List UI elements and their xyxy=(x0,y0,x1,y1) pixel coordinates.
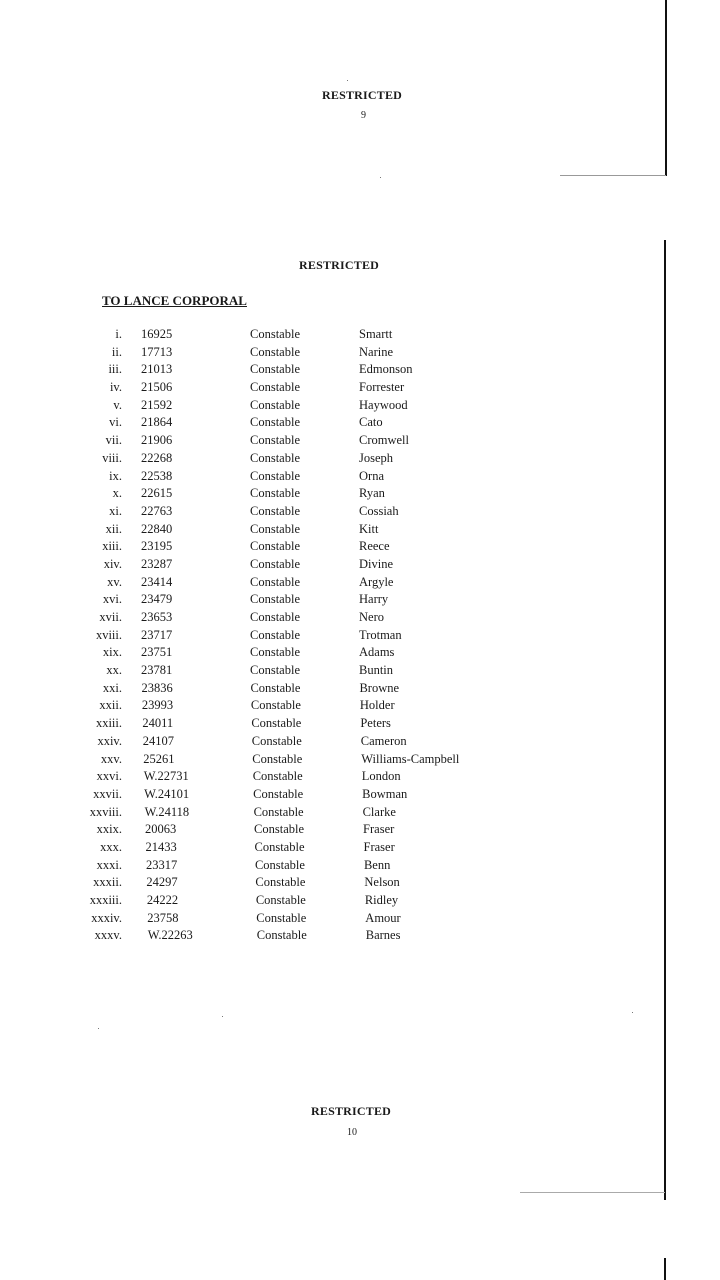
list-row-name: Reece xyxy=(359,539,390,554)
list-row-index: xxxiv. xyxy=(91,910,122,925)
list-row-number: W.22731 xyxy=(143,769,189,784)
list-row-number: 24107 xyxy=(142,733,175,748)
list-row-rank: Constable xyxy=(250,556,300,571)
list-row-index: xvi. xyxy=(102,592,122,607)
list-row-number: 16925 xyxy=(141,327,173,341)
list-row-index: xxix. xyxy=(96,822,122,837)
list-row-rank: Constable xyxy=(250,627,300,642)
list-row-rank: Constable xyxy=(253,786,304,801)
list-row-number: 23717 xyxy=(141,627,173,642)
list-row xyxy=(0,734,720,752)
list-row xyxy=(0,698,720,716)
list-row-name: Browne xyxy=(359,680,400,695)
list-row-rank: Constable xyxy=(250,450,300,465)
list-row xyxy=(0,822,720,840)
list-row xyxy=(0,681,720,699)
list-row-index: v. xyxy=(113,397,122,412)
list-row-number: W.22263 xyxy=(147,928,193,943)
list-row-rank: Constable xyxy=(250,680,301,695)
list-row xyxy=(0,840,720,858)
list-row-name: Trotman xyxy=(359,627,402,642)
list-row-rank: Constable xyxy=(253,804,304,819)
list-row-number: 22268 xyxy=(141,450,173,465)
list-row-number: 23751 xyxy=(141,645,173,660)
list-row xyxy=(0,893,720,911)
list-row-rank: Constable xyxy=(255,875,306,890)
list-row-index: ii. xyxy=(111,344,122,359)
list-row xyxy=(0,592,720,610)
list-row-rank: Constable xyxy=(252,769,303,784)
list-row xyxy=(0,911,720,929)
list-row-number: 17713 xyxy=(141,344,173,359)
list-row-index: xxxi. xyxy=(96,857,122,872)
list-row-number: 22615 xyxy=(141,486,173,501)
list-row-index: xxxii. xyxy=(93,875,122,890)
list-row-number: 21864 xyxy=(141,415,173,430)
list-row xyxy=(0,557,720,575)
list-row-number: 23287 xyxy=(141,556,173,571)
list-row xyxy=(0,628,720,646)
list-row-name: Ridley xyxy=(364,893,399,907)
list-row-number: 21592 xyxy=(141,397,173,412)
list-row-name: Cameron xyxy=(360,733,407,748)
list-row-number: 21433 xyxy=(145,839,177,854)
list-row-number: 22840 xyxy=(141,521,173,536)
list-row-rank: Constable xyxy=(256,910,307,925)
list-row-rank: Constable xyxy=(250,610,300,624)
scan-speck xyxy=(98,1028,99,1029)
list-row-name: Joseph xyxy=(359,450,394,465)
upper-page-number: 9 xyxy=(361,110,366,121)
list-row-rank: Constable xyxy=(250,663,300,678)
list-row-number: 24222 xyxy=(146,893,179,907)
list-row-rank: Constable xyxy=(250,397,300,412)
list-row-name: Argyle xyxy=(359,574,394,589)
list-row-name: London xyxy=(361,769,401,784)
list-row-number: 23993 xyxy=(141,698,174,713)
list-row-number: 23653 xyxy=(141,610,173,624)
list-row-number: 23781 xyxy=(141,663,173,678)
list-row-name: Ryan xyxy=(359,486,385,501)
list-row-rank: Constable xyxy=(254,822,305,837)
list-row-rank: Constable xyxy=(250,362,300,377)
list-row-name: Forrester xyxy=(359,380,405,395)
list-row-index: iii. xyxy=(108,362,122,377)
list-row-index: i. xyxy=(115,327,122,341)
scan-speck xyxy=(222,1016,223,1017)
list-row xyxy=(0,610,720,628)
list-row-name: Orna xyxy=(359,468,384,483)
scan-edge-dash xyxy=(560,175,666,176)
list-row-rank: Constable xyxy=(250,503,300,518)
list-row-rank: Constable xyxy=(250,539,300,554)
list-row-name: Harry xyxy=(359,592,389,607)
list-row-number: W.24118 xyxy=(144,804,190,819)
list-row-rank: Constable xyxy=(250,574,300,589)
list-row-index: xii. xyxy=(105,521,122,536)
list-row-number: 20063 xyxy=(145,822,177,837)
list-row-name: Nelson xyxy=(364,875,400,890)
list-row xyxy=(0,645,720,663)
list-row-number: 23414 xyxy=(141,574,173,589)
list-row xyxy=(0,575,720,593)
list-row-rank: Constable xyxy=(251,733,302,748)
list-row-number: 23195 xyxy=(141,539,173,554)
lower-page-number: 10 xyxy=(347,1127,357,1138)
list-row-index: xxvii. xyxy=(93,786,122,801)
list-row-index: xix. xyxy=(102,645,122,660)
list-row-index: vii. xyxy=(105,433,122,448)
list-row-index: xiv. xyxy=(103,556,122,571)
list-row-index: xvii. xyxy=(99,610,122,624)
list-row-index: xxx. xyxy=(100,839,122,854)
list-row-number: W.24101 xyxy=(144,786,190,801)
list-row-rank: Constable xyxy=(250,433,300,448)
list-row xyxy=(0,805,720,823)
list-row-name: Fraser xyxy=(363,822,395,837)
list-row xyxy=(0,504,720,522)
list-row xyxy=(0,539,720,557)
list-row xyxy=(0,451,720,469)
list-row-number: 25261 xyxy=(143,751,175,766)
list-row-rank: Constable xyxy=(250,592,300,607)
list-row-number: 22538 xyxy=(141,468,173,483)
list-row xyxy=(0,858,720,876)
list-row-index: iv. xyxy=(109,380,122,395)
list-row-rank: Constable xyxy=(252,751,303,766)
list-row-name: Narine xyxy=(359,344,394,359)
list-row-index: xxiii. xyxy=(95,716,122,731)
list-row-name: Buntin xyxy=(359,663,394,678)
list-row-rank: Constable xyxy=(250,486,300,501)
list-row xyxy=(0,433,720,451)
list-row-rank: Constable xyxy=(256,928,307,943)
list-row xyxy=(0,875,720,893)
list-row-name: Cossiah xyxy=(359,503,399,518)
list-row-name: Cromwell xyxy=(359,433,409,448)
list-row-name: Haywood xyxy=(359,397,408,412)
section-title: TO LANCE CORPORAL xyxy=(102,293,247,308)
list-row-rank: Constable xyxy=(251,716,302,731)
list-row-name: Smartt xyxy=(359,327,393,341)
list-row xyxy=(0,345,720,363)
list-row-name: Peters xyxy=(360,716,391,731)
upper-restricted-header: RESTRICTED xyxy=(322,88,403,102)
list-row-name: Nero xyxy=(359,610,384,624)
list-row-rank: Constable xyxy=(250,645,300,660)
list-row-rank: Constable xyxy=(250,698,301,713)
promotion-list xyxy=(0,327,720,946)
list-row xyxy=(0,522,720,540)
scan-edge-line xyxy=(665,0,667,176)
list-row-name: Holder xyxy=(359,698,395,713)
list-row-index: xxviii. xyxy=(89,804,122,819)
list-row-index: viii. xyxy=(102,450,122,465)
list-row-number: 23758 xyxy=(147,910,179,925)
list-row-name: Williams-Campbell xyxy=(361,751,460,766)
list-row-name: Divine xyxy=(359,556,394,571)
list-row-index: xxxv. xyxy=(94,928,122,943)
list-row xyxy=(0,752,720,770)
list-row-number: 23317 xyxy=(145,857,178,872)
list-row-index: xiii. xyxy=(102,539,122,554)
list-row-index: xxii. xyxy=(99,698,122,713)
list-row xyxy=(0,380,720,398)
list-row-name: Kitt xyxy=(359,521,379,536)
list-row-index: xxxiii. xyxy=(89,893,122,907)
scan-edge-line xyxy=(664,1258,666,1280)
list-row-name: Edmonson xyxy=(359,362,413,377)
list-row-index: xxv. xyxy=(100,751,122,766)
list-row-index: xx. xyxy=(106,663,122,678)
list-row-index: ix. xyxy=(109,468,122,483)
list-row-name: Benn xyxy=(363,857,391,872)
list-row xyxy=(0,769,720,787)
list-row-number: 22763 xyxy=(141,503,173,518)
list-row-index: xxiv. xyxy=(97,733,122,748)
list-row xyxy=(0,787,720,805)
list-row-index: xxi. xyxy=(102,680,122,695)
list-row-number: 21013 xyxy=(141,362,173,377)
list-row xyxy=(0,716,720,734)
list-row-number: 23836 xyxy=(141,680,173,695)
list-row xyxy=(0,398,720,416)
list-row-number: 23479 xyxy=(141,592,173,607)
list-row-number: 21506 xyxy=(141,380,173,395)
list-row xyxy=(0,327,720,345)
list-row xyxy=(0,663,720,681)
list-row-name: Fraser xyxy=(363,839,395,854)
list-row-name: Amour xyxy=(365,910,401,925)
list-row-name: Cato xyxy=(359,415,383,430)
list-row-index: xxvi. xyxy=(96,769,122,784)
list-row-rank: Constable xyxy=(250,344,300,359)
list-row-rank: Constable xyxy=(254,839,305,854)
list-row-number: 24297 xyxy=(146,875,178,890)
list-row-index: xi. xyxy=(109,503,122,518)
list-row-number: 24011 xyxy=(142,716,174,731)
list-row xyxy=(0,362,720,380)
list-row-index: xv. xyxy=(107,574,122,589)
list-row-rank: Constable xyxy=(255,893,306,907)
list-row-rank: Constable xyxy=(250,415,300,430)
scan-edge-dash xyxy=(520,1192,665,1193)
scan-speck xyxy=(380,177,381,178)
list-row-index: xviii. xyxy=(95,627,122,642)
list-row-rank: Constable xyxy=(250,380,300,395)
list-row xyxy=(0,415,720,433)
list-row-name: Bowman xyxy=(362,786,408,801)
list-row-rank: Constable xyxy=(250,468,300,483)
list-row-index: vi. xyxy=(109,415,122,430)
restricted-header: RESTRICTED xyxy=(299,258,380,272)
list-row-number: 21906 xyxy=(141,433,173,448)
scan-speck xyxy=(632,1012,633,1013)
list-row xyxy=(0,469,720,487)
list-row-name: Adams xyxy=(359,645,395,660)
list-row-rank: Constable xyxy=(254,857,305,872)
list-row-name: Barnes xyxy=(365,928,401,943)
list-row-name: Clarke xyxy=(362,804,396,819)
list-row xyxy=(0,486,720,504)
restricted-footer: RESTRICTED xyxy=(311,1104,392,1118)
list-row-rank: Constable xyxy=(250,521,300,536)
list-row-rank: Constable xyxy=(250,327,300,341)
list-row-index: x. xyxy=(112,486,122,501)
scan-speck xyxy=(347,80,348,81)
list-row xyxy=(0,928,720,946)
